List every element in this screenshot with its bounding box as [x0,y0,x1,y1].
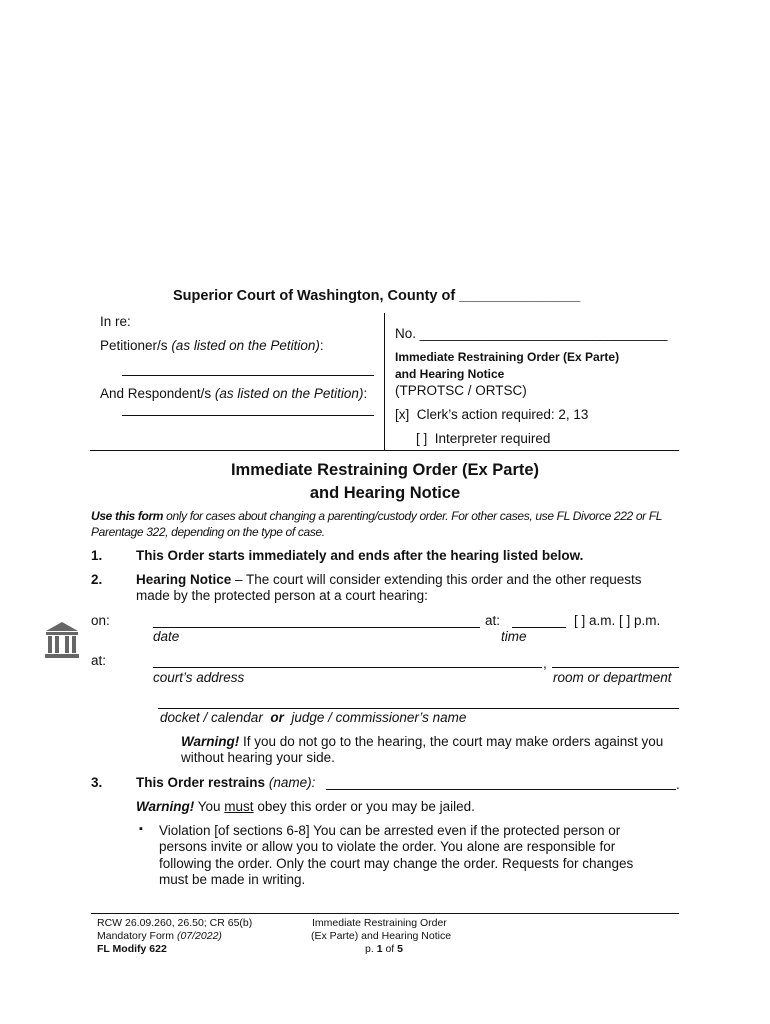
interpreter-checkbox[interactable]: [ ] Interpreter required [416,431,551,446]
footer-rcw: RCW 26.09.260, 26.50; CR 65(b) [97,917,253,929]
warning-2: Warning! You must obey this order or you may be jailed. [136,799,475,814]
warning-1-line-2: without hearing your side. [181,750,335,765]
footer-center-1: Immediate Restraining Order [312,917,447,929]
restrained-name-line[interactable] [326,789,676,790]
time-label: time [501,629,527,644]
bullet-icon: ▪ [139,823,143,835]
hearing-on-label: on: [91,613,110,628]
main-title-line-1: Immediate Restraining Order (Ex Parte) [230,461,540,479]
caption-doc-title-1: Immediate Restraining Order (Ex Parte) [395,350,620,364]
footer-form-id: FL Modify 622 [97,943,167,955]
section-1-text: This Order starts immediately and ends after the hearing listed below. [136,548,584,563]
room-label: room or department [553,670,672,685]
respondent-label: And Respondent/s (as listed on the Petition): [100,386,368,401]
caption-divider [384,313,385,450]
court-address-line[interactable] [153,667,542,668]
footer-rule [91,913,679,914]
petitioner-name-line[interactable] [122,375,374,376]
section-3-number: 3. [91,775,103,790]
room-line[interactable] [552,667,679,668]
section-3-heading: This Order restrains (name): [136,775,316,790]
section-3-period: . [676,777,680,792]
footer-mandatory: Mandatory Form (07/2022) [97,930,222,942]
footer-page-number: p. 1 of 5 [365,943,403,955]
violation-line-3: following the order. Only the court may change the order. Requests for changes [159,856,634,871]
ampm-checkboxes[interactable]: [ ] a.m. [ ] p.m. [574,613,661,628]
courthouse-icon [44,620,80,663]
respondent-name-line[interactable] [122,415,374,416]
main-title-line-2: and Hearing Notice [309,484,461,502]
violation-line-4: must be made in writing. [159,872,306,887]
hearing-at-label: at: [485,613,501,628]
usage-note-line-1: Use this form only for cases about changing a parenting/custody order. For other cases, use FL Divorce 222 or FL [91,509,663,523]
section-2-text-2: made by the protected person at a court hearing: [136,588,428,603]
docket-line[interactable] [158,708,679,709]
petitioner-label: Petitioner/s (as listed on the Petition): [100,338,324,353]
hearing-date-line[interactable] [153,627,480,628]
in-re-label: In re: [100,314,131,329]
address-at-label: at: [91,653,107,668]
usage-note-line-2: Parentage 322, depending on the type of case. [91,525,325,539]
clerk-action-checkbox[interactable]: [x] Clerk’s action required: 2, 13 [395,407,589,422]
violation-line-1: Violation [of sections 6-8] You can be arrested even if the protected person or [159,823,621,838]
caption-doc-code: (TPROTSC / ORTSC) [395,383,527,398]
case-number[interactable]: No. _________________________________ [395,326,668,341]
address-label: court’s address [153,670,245,685]
court-header: Superior Court of Washington, County of _______________ [173,288,581,304]
docket-label: docket / calendar or judge / commissioner’s name [160,710,467,725]
date-label: date [153,629,180,644]
hearing-time-line[interactable] [512,627,566,628]
caption-doc-title-2: and Hearing Notice [395,367,505,381]
address-comma: , [543,656,547,671]
footer-center-2: (Ex Parte) and Hearing Notice [311,930,452,942]
section-2-number: 2. [91,572,103,587]
violation-line-2: persons invite or allow you to violate the order. You alone are responsible for [159,839,616,854]
warning-1-line-1: Warning! If you do not go to the hearing, the court may make orders against you [181,734,664,749]
section-1-number: 1. [91,548,103,563]
caption-bottom-rule [90,450,679,451]
section-2-text-1: Hearing Notice – The court will consider extending this order and the other requests [136,572,642,587]
